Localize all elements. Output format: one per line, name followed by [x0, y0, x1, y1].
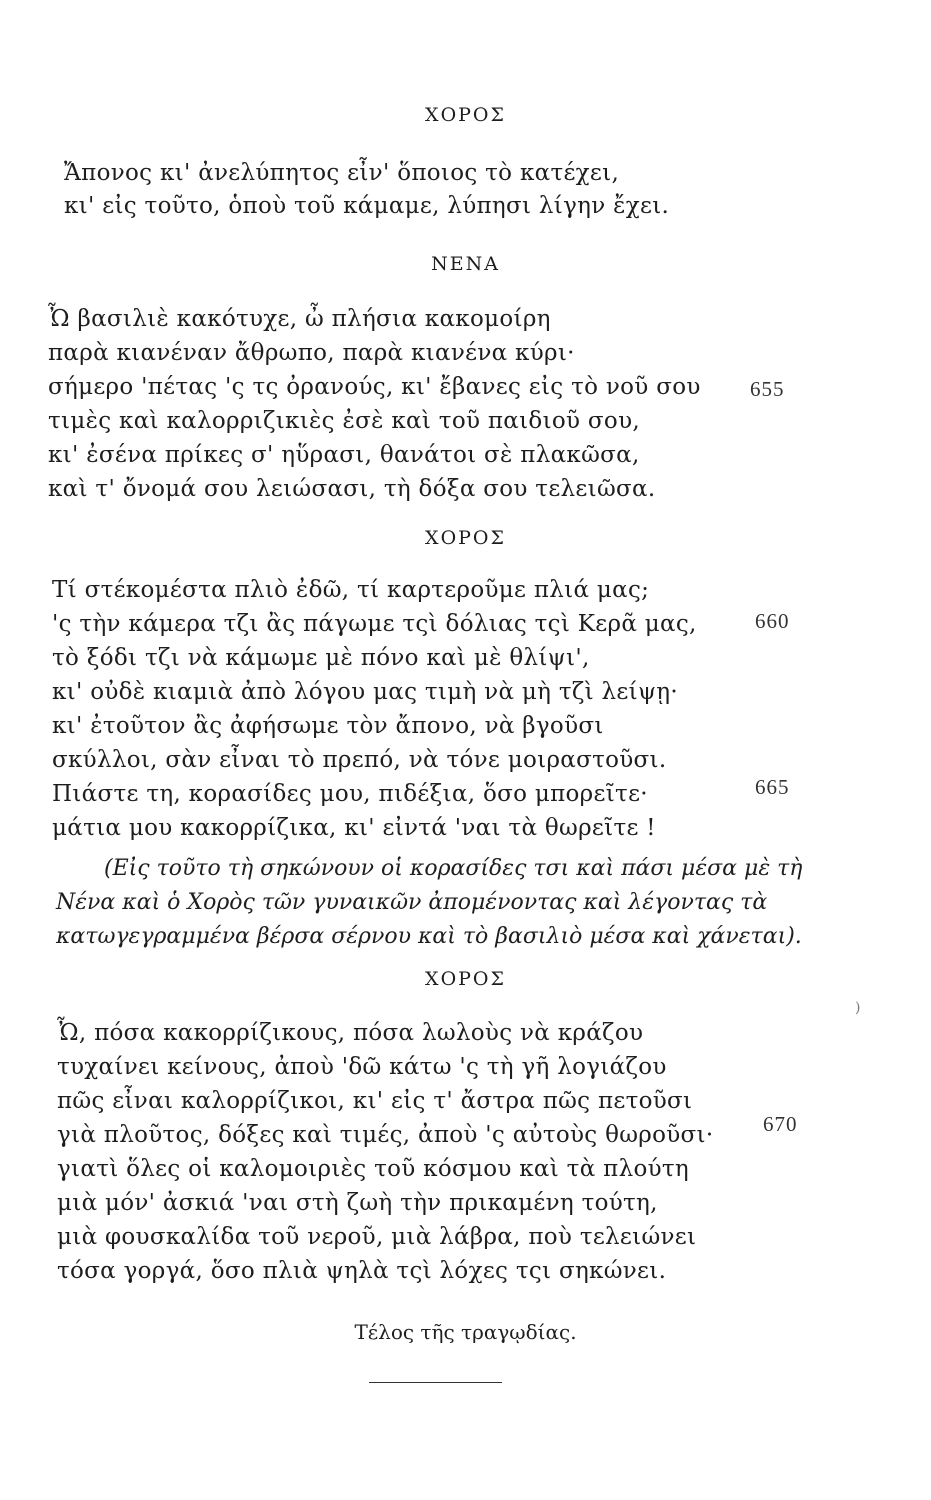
verse-line: τόσα γοργά, ὅσο πλιὰ ψηλὰ τςὶ λόχες τςι σηκώνει. [57, 1258, 667, 1284]
verse-line: κι' οὐδὲ κιαμιὰ ἀπὸ λόγου μας τιμὴ νὰ μὴ τζὶ λείψῃ· [52, 679, 678, 705]
verse-line: Τί στέκομέστα πλιὸ ἐδῶ, τί καρτεροῦμε πλιά μας; [52, 577, 650, 603]
line-number: 665 [755, 775, 790, 799]
verse-line: Πιάστε τη, κορασίδες μου, πιδέξια, ὅσο μπορεῖτε· [52, 781, 648, 807]
verse-line: σκύλλοι, σὰν εἶναι τὸ πρεπό, νὰ τόνε μοιραστοῦσι. [52, 747, 667, 773]
verse-line: πῶς εἶναι καλορρίζικοι, κι' εἰς τ' ἄστρα πῶς πετοῦσι [57, 1088, 693, 1114]
verse-line: κι' ἐτοῦτον ἂς ἀφήσωμε τὸν ἄπονο, νὰ βγοῦσι [52, 713, 604, 739]
verse-line: γιατὶ ὅλες οἱ καλομοιριὲς τοῦ κόσμου καὶ τὰ πλούτη [57, 1156, 689, 1182]
verse-line: κι' εἰς τοῦτο, ὁποὺ τοῦ κάμαμε, λύπησι λίγην ἔχει. [64, 193, 670, 219]
verse-line: μάτια μου κακορρίζικα, κι' εἰντά 'ναι τὰ θωρεῖτε ! [52, 815, 656, 841]
verse-line: Ὦ βασιλιὲ κακότυχε, ὦ πλήσια κακομοίρη [48, 306, 551, 332]
speaker-heading-choros: ΧΟΡΟΣ [425, 527, 506, 549]
verse-line: τιμὲς καὶ καλορριζικιὲς ἐσὲ καὶ τοῦ παιδιοῦ σου, [48, 408, 640, 434]
stage-direction-line: κατωγεγραμμένα βέρσα σέρνου καὶ τὸ βασιλιὸ μέσα καὶ χάνεται). [56, 924, 802, 949]
verse-line: 'ς τὴν κάμερα τζι ἂς πάγωμε τςὶ δόλιας τςὶ Κερᾶ μας, [52, 611, 697, 637]
ending-line: Τέλος τῆς τραγῳδίας. [354, 1320, 577, 1344]
verse-line: Ὦ, πόσα κακορρίζικους, πόσα λωλοὺς νὰ κράζου [57, 1020, 644, 1046]
verse-line: μιὰ μόν' ἀσκιά 'ναι στὴ ζωὴ τὴν πρικαμένη τούτη, [57, 1190, 658, 1216]
verse-line: σήμερο 'πέτας 'ς τς ὀρανούς, κι' ἔβανες εἰς τὸ νοῦ σου [48, 374, 701, 400]
speaker-heading-choros: ΧΟΡΟΣ [425, 968, 506, 990]
speaker-heading-choros: ΧΟΡΟΣ [425, 104, 506, 126]
verse-line: καὶ τ' ὄνομά σου λειώσασι, τὴ δόξα σου τελειῶσα. [48, 476, 656, 502]
line-number: 660 [755, 609, 790, 633]
verse-line: μιὰ φουσκαλίδα τοῦ νεροῦ, μιὰ λάβρα, ποὺ τελειώνει [57, 1224, 697, 1250]
closing-rule [369, 1382, 502, 1383]
speaker-heading-nena: ΝΕΝΑ [431, 253, 500, 275]
line-number: 655 [750, 377, 785, 401]
verse-line: κι' ἐσένα πρίκες σ' ηὕρασι, θανάτοι σὲ πλακῶσα, [48, 442, 640, 468]
verse-line: τυχαίνει κείνους, ἀποὺ 'δῶ κάτω 'ς τὴ γῆ λογιάζου [57, 1054, 667, 1080]
stage-direction-line: (Εἰς τοῦτο τὴ σηκώνουν οἱ κορασίδες τσι καὶ πάσι μέσα μὲ τὴ [104, 856, 803, 881]
line-number: 670 [763, 1112, 798, 1136]
stage-direction-line: Νένα καὶ ὁ Χορὸς τῶν γυναικῶν ἀπομένοντας καὶ λέγοντας τὰ [56, 890, 768, 915]
verse-line: τὸ ξόδι τζι νὰ κάμωμε μὲ πόνο καὶ μὲ θλίψι', [52, 645, 590, 671]
verse-line: γιὰ πλοῦτος, δόξες καὶ τιμές, ἀποὺ 'ς αὐτοὺς θωροῦσι· [57, 1122, 714, 1148]
verse-line: παρὰ κιανέναν ἄθρωπο, παρὰ κιανένα κύρι· [48, 340, 575, 366]
verse-line: Ἄπονος κι' ἀνελύπητος εἶν' ὅποιος τὸ κατέχει, [64, 160, 620, 186]
margin-mark: ) [855, 1000, 861, 1016]
